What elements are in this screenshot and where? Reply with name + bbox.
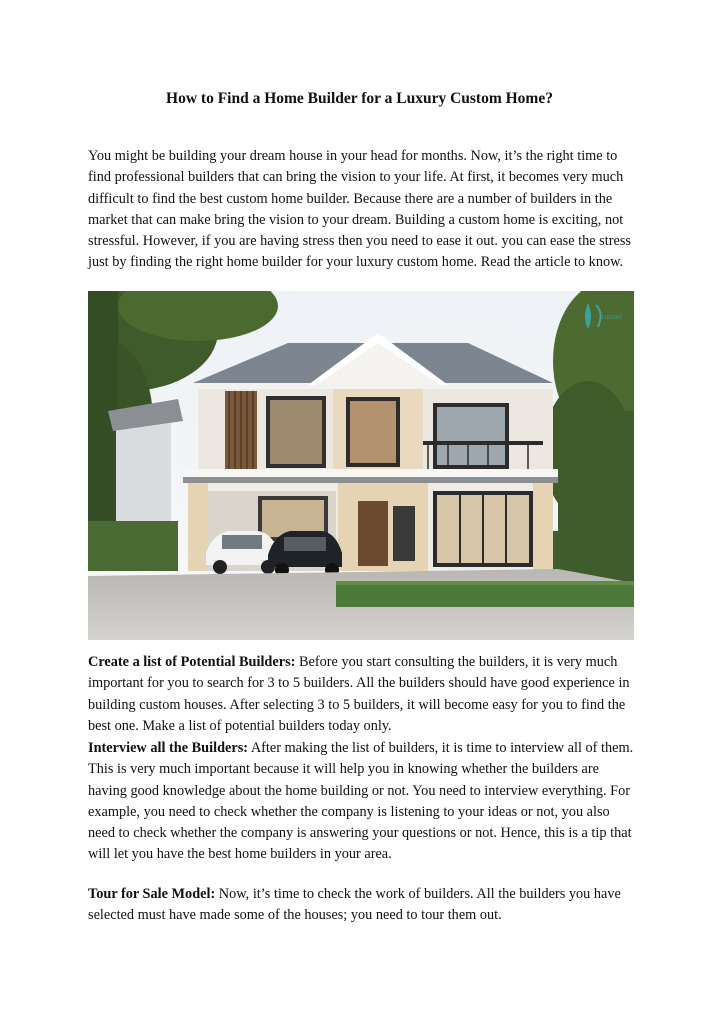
section-heading: Interview all the Builders:: [88, 740, 249, 756]
section-tour-sale-model: [88, 884, 636, 927]
section-heading: Create a list of Potential Builders:: [88, 654, 296, 670]
section-interview-builders: [88, 738, 636, 866]
house-photo: [88, 291, 634, 640]
svg-text:LUXURY: LUXURY: [602, 315, 623, 321]
intro-paragraph: You might be building your dream house in your head for months. Now, it’s the right time to find professional builders that can bring the vision to your life. At first, it becomes very much difficult to find the best custom home builder. Because there are a number of builders in the market that can make bring the vision to your dream. Building a custom home is exciting, not stressful. However, if you are having stress then you need to ease it out. you can ease the stress just by finding the right home builder for your luxury custom home. Read the article to know.: [88, 148, 631, 271]
page-title: How to Find a Home Builder for a Luxury Custom Home?: [166, 90, 553, 107]
section-potential-builders: [88, 652, 636, 737]
section-text: Before you start consulting the builders, it is very much important for you to search for 3 to 5 builders. All the builders should have good experience in building custom houses. After selecting 3 to 5 builders, it will become easy for you to find the best one. Make a list of potential builders today only.: [88, 654, 630, 734]
section-heading: Tour for Sale Model:: [88, 886, 216, 902]
section-text: Now, it’s time to check the work of builders. All the builders you have selected must have made some of the houses; you need to tour them out.: [88, 886, 621, 924]
section-text: After making the list of builders, it is time to interview all of them. This is very much important because it will help you in knowing whether the builders are having good knowledge about the home building or not. You need to interview everything. For example, you need to check whether the company is listening to your ideas or not, you also need to check whether the company is answering your questions or not. Hence, this is a tip that will let you have the best home builders in your area.: [88, 740, 634, 863]
